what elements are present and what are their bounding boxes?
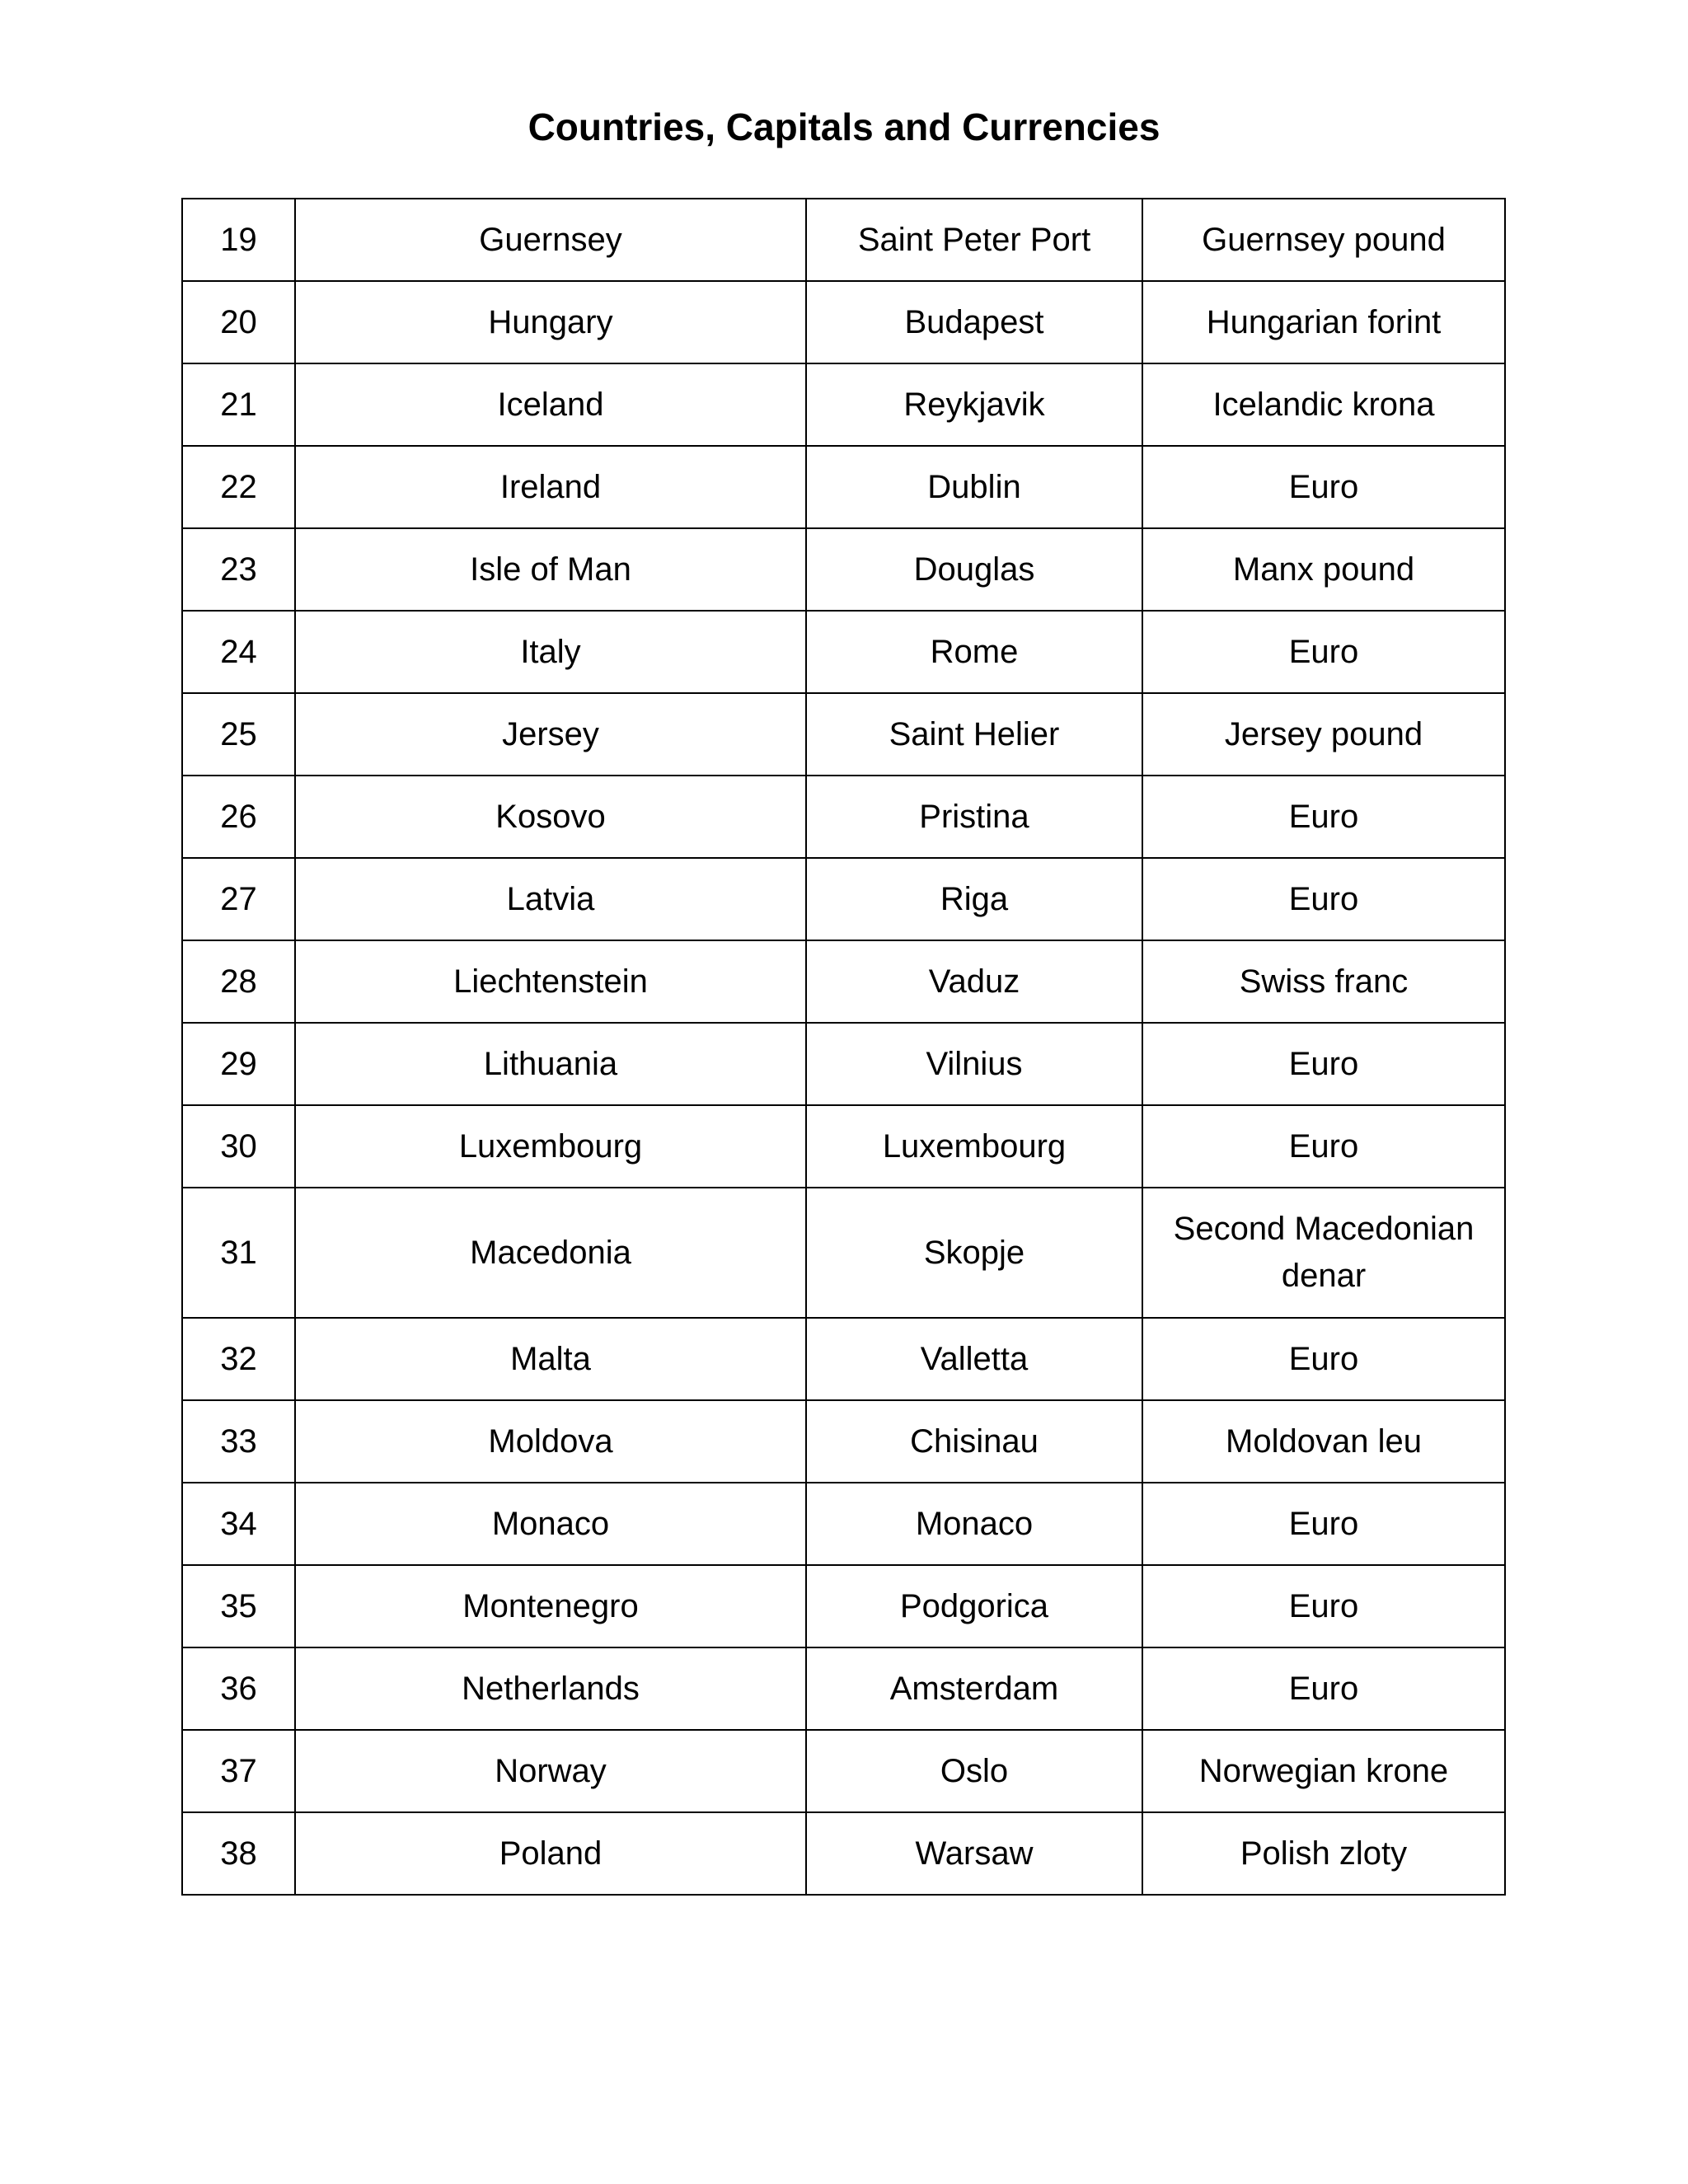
currency-cell: Jersey pound bbox=[1142, 693, 1505, 776]
table-row bbox=[182, 1318, 1505, 1400]
row-number-cell: 29 bbox=[182, 1023, 295, 1105]
row-number-cell: 36 bbox=[182, 1647, 295, 1730]
country-cell: Ireland bbox=[295, 446, 806, 528]
capital-cell: Vilnius bbox=[806, 1023, 1142, 1105]
capital-cell: Vaduz bbox=[806, 940, 1142, 1023]
row-number-cell: 31 bbox=[182, 1188, 295, 1318]
table-row bbox=[182, 1647, 1505, 1730]
capital-cell: Rome bbox=[806, 611, 1142, 693]
table-row bbox=[182, 1188, 1505, 1318]
capital-cell: Amsterdam bbox=[806, 1647, 1142, 1730]
table-row bbox=[182, 1565, 1505, 1647]
country-cell: Malta bbox=[295, 1318, 806, 1400]
country-cell: Moldova bbox=[295, 1400, 806, 1483]
table-row bbox=[182, 1105, 1505, 1188]
currency-cell: Norwegian krone bbox=[1142, 1730, 1505, 1812]
country-cell: Lithuania bbox=[295, 1023, 806, 1105]
currency-cell: Euro bbox=[1142, 1318, 1505, 1400]
countries-table bbox=[181, 198, 1506, 1896]
page-title: Countries, Capitals and Currencies bbox=[528, 105, 1160, 148]
table-row bbox=[182, 199, 1505, 281]
capital-cell: Warsaw bbox=[806, 1812, 1142, 1895]
capital-cell: Saint Helier bbox=[806, 693, 1142, 776]
row-number-cell: 33 bbox=[182, 1400, 295, 1483]
row-number-cell: 30 bbox=[182, 1105, 295, 1188]
currency-cell: Manx pound bbox=[1142, 528, 1505, 611]
row-number-cell: 24 bbox=[182, 611, 295, 693]
currency-cell: Guernsey pound bbox=[1142, 199, 1505, 281]
row-number-cell: 22 bbox=[182, 446, 295, 528]
capital-cell: Valletta bbox=[806, 1318, 1142, 1400]
country-cell: Iceland bbox=[295, 363, 806, 446]
table-body bbox=[182, 199, 1505, 1895]
country-cell: Luxembourg bbox=[295, 1105, 806, 1188]
country-cell: Monaco bbox=[295, 1483, 806, 1565]
currency-cell: Euro bbox=[1142, 611, 1505, 693]
currency-cell: Euro bbox=[1142, 1647, 1505, 1730]
capital-cell: Luxembourg bbox=[806, 1105, 1142, 1188]
country-cell: Jersey bbox=[295, 693, 806, 776]
currency-cell: Icelandic krona bbox=[1142, 363, 1505, 446]
table-row bbox=[182, 1730, 1505, 1812]
row-number-cell: 23 bbox=[182, 528, 295, 611]
country-cell: Norway bbox=[295, 1730, 806, 1812]
row-number-cell: 34 bbox=[182, 1483, 295, 1565]
country-cell: Italy bbox=[295, 611, 806, 693]
currency-cell: Second Macedonian denar bbox=[1142, 1188, 1505, 1318]
capital-cell: Budapest bbox=[806, 281, 1142, 363]
row-number-cell: 25 bbox=[182, 693, 295, 776]
table-row bbox=[182, 940, 1505, 1023]
table-row bbox=[182, 446, 1505, 528]
table-row bbox=[182, 281, 1505, 363]
table-row bbox=[182, 776, 1505, 858]
row-number-cell: 19 bbox=[182, 199, 295, 281]
currency-cell: Euro bbox=[1142, 1105, 1505, 1188]
currency-cell: Euro bbox=[1142, 858, 1505, 940]
table-row bbox=[182, 611, 1505, 693]
currency-cell: Euro bbox=[1142, 1565, 1505, 1647]
capital-cell: Dublin bbox=[806, 446, 1142, 528]
row-number-cell: 35 bbox=[182, 1565, 295, 1647]
table-row bbox=[182, 1812, 1505, 1895]
country-cell: Montenegro bbox=[295, 1565, 806, 1647]
table-row bbox=[182, 1400, 1505, 1483]
table-row bbox=[182, 1483, 1505, 1565]
currency-cell: Euro bbox=[1142, 446, 1505, 528]
capital-cell: Podgorica bbox=[806, 1565, 1142, 1647]
currency-cell: Euro bbox=[1142, 1023, 1505, 1105]
table-row bbox=[182, 693, 1505, 776]
table-row bbox=[182, 858, 1505, 940]
currency-cell: Euro bbox=[1142, 1483, 1505, 1565]
currency-cell: Polish zloty bbox=[1142, 1812, 1505, 1895]
country-cell: Kosovo bbox=[295, 776, 806, 858]
row-number-cell: 27 bbox=[182, 858, 295, 940]
table-row bbox=[182, 528, 1505, 611]
currency-cell: Moldovan leu bbox=[1142, 1400, 1505, 1483]
capital-cell: Monaco bbox=[806, 1483, 1142, 1565]
row-number-cell: 38 bbox=[182, 1812, 295, 1895]
row-number-cell: 32 bbox=[182, 1318, 295, 1400]
table-row bbox=[182, 1023, 1505, 1105]
currency-cell: Swiss franc bbox=[1142, 940, 1505, 1023]
capital-cell: Riga bbox=[806, 858, 1142, 940]
country-cell: Liechtenstein bbox=[295, 940, 806, 1023]
country-cell: Isle of Man bbox=[295, 528, 806, 611]
country-cell: Macedonia bbox=[295, 1188, 806, 1318]
row-number-cell: 21 bbox=[182, 363, 295, 446]
row-number-cell: 20 bbox=[182, 281, 295, 363]
row-number-cell: 26 bbox=[182, 776, 295, 858]
table-row bbox=[182, 363, 1505, 446]
row-number-cell: 28 bbox=[182, 940, 295, 1023]
row-number-cell: 37 bbox=[182, 1730, 295, 1812]
capital-cell: Oslo bbox=[806, 1730, 1142, 1812]
country-cell: Latvia bbox=[295, 858, 806, 940]
capital-cell: Skopje bbox=[806, 1188, 1142, 1318]
capital-cell: Chisinau bbox=[806, 1400, 1142, 1483]
currency-cell: Hungarian forint bbox=[1142, 281, 1505, 363]
country-cell: Netherlands bbox=[295, 1647, 806, 1730]
capital-cell: Pristina bbox=[806, 776, 1142, 858]
country-cell: Guernsey bbox=[295, 199, 806, 281]
country-cell: Hungary bbox=[295, 281, 806, 363]
currency-cell: Euro bbox=[1142, 776, 1505, 858]
country-cell: Poland bbox=[295, 1812, 806, 1895]
capital-cell: Reykjavik bbox=[806, 363, 1142, 446]
capital-cell: Saint Peter Port bbox=[806, 199, 1142, 281]
capital-cell: Douglas bbox=[806, 528, 1142, 611]
